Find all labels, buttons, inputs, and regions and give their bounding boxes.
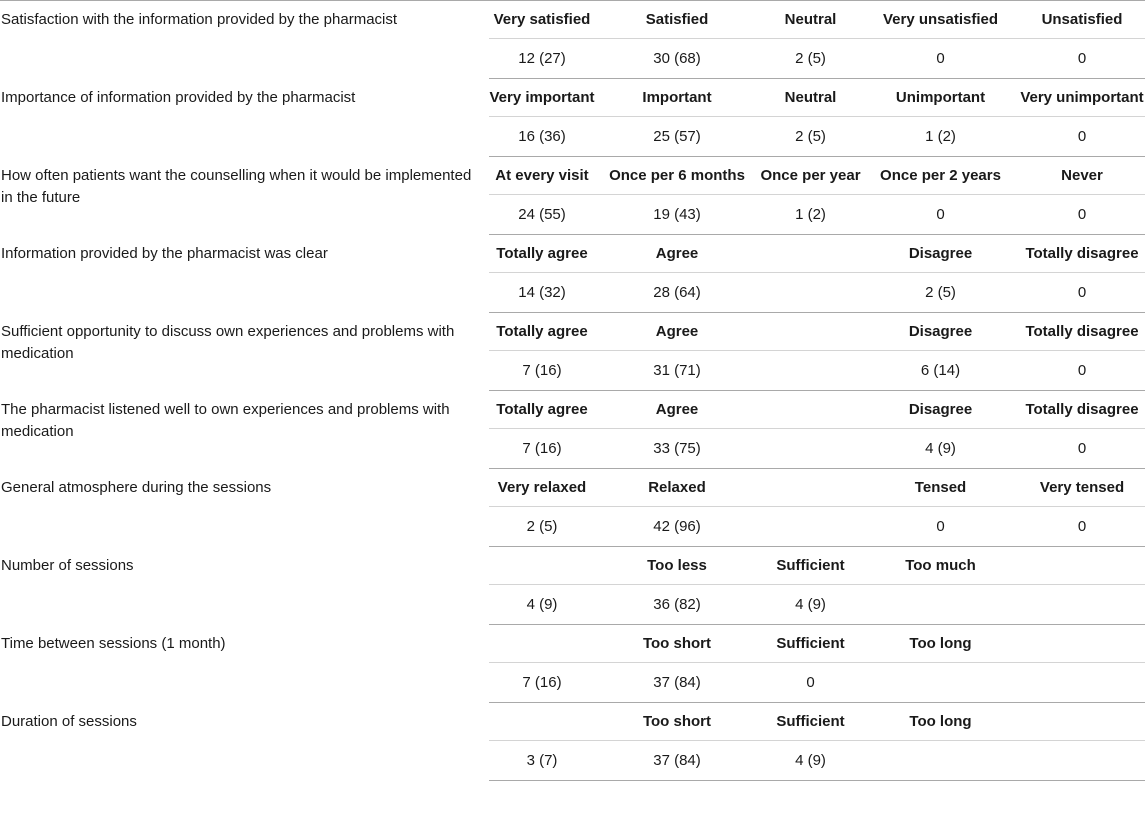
response-count-cell: 28 (64)	[595, 273, 759, 313]
question-options-row	[0, 1, 1145, 39]
response-option-header: Agree	[595, 235, 759, 273]
response-option-header	[489, 547, 595, 585]
response-option-header: Totally disagree	[1019, 391, 1145, 429]
response-count-cell: 3 (7)	[489, 741, 595, 781]
response-count-cell	[862, 585, 1019, 625]
response-count-cell: 24 (55)	[489, 195, 595, 235]
response-count-cell: 37 (84)	[595, 663, 759, 703]
response-option-header: Totally disagree	[1019, 235, 1145, 273]
response-option-header: Very relaxed	[489, 469, 595, 507]
response-count-cell: 14 (32)	[489, 273, 595, 313]
response-count-cell	[862, 741, 1019, 781]
response-option-header: Unimportant	[862, 79, 1019, 117]
response-option-header: Very unimportant	[1019, 79, 1145, 117]
response-option-header: Too short	[595, 703, 759, 741]
response-count-cell: 25 (57)	[595, 117, 759, 157]
response-option-header	[489, 703, 595, 741]
question-label: Number of sessions	[1, 556, 134, 574]
response-option-header: Sufficient	[759, 703, 862, 741]
response-option-header: Agree	[595, 391, 759, 429]
response-option-header: Once per 6 months	[595, 157, 759, 195]
response-count-cell: 0	[1019, 195, 1145, 235]
response-count-cell	[862, 663, 1019, 703]
response-count-cell: 0	[862, 195, 1019, 235]
response-option-header: Disagree	[862, 313, 1019, 351]
response-count-cell: 0	[1019, 273, 1145, 313]
response-option-header: Tensed	[862, 469, 1019, 507]
response-option-header: Agree	[595, 313, 759, 351]
response-option-header: Never	[1019, 157, 1145, 195]
question-label: Duration of sessions	[1, 712, 137, 730]
question-options-row	[0, 313, 1145, 351]
response-count-cell	[759, 429, 862, 469]
response-option-header: Unsatisfied	[1019, 1, 1145, 39]
response-count-cell: 0	[1019, 39, 1145, 79]
response-count-cell: 31 (71)	[595, 351, 759, 391]
response-option-header: At every visit	[489, 157, 595, 195]
response-option-header	[1019, 703, 1145, 741]
question-label: Sufficient opportunity to discuss own experiences and problems with medication	[1, 322, 455, 362]
response-option-header	[1019, 625, 1145, 663]
response-option-header: Neutral	[759, 79, 862, 117]
response-count-cell	[759, 351, 862, 391]
response-option-header: Disagree	[862, 391, 1019, 429]
response-option-header: Very satisfied	[489, 1, 595, 39]
response-count-cell: 7 (16)	[489, 663, 595, 703]
response-count-cell: 2 (5)	[759, 117, 862, 157]
response-option-header: Too less	[595, 547, 759, 585]
response-option-header	[489, 625, 595, 663]
response-count-cell: 0	[862, 507, 1019, 547]
response-count-cell: 2 (5)	[862, 273, 1019, 313]
response-count-cell: 1 (2)	[862, 117, 1019, 157]
response-option-header: Once per year	[759, 157, 862, 195]
response-option-header: Satisfied	[595, 1, 759, 39]
question-options-row	[0, 703, 1145, 741]
question-options-row	[0, 79, 1145, 117]
response-option-header: Too long	[862, 703, 1019, 741]
question-label: Importance of information provided by the pharmacist	[1, 88, 356, 106]
response-option-header	[759, 313, 862, 351]
response-count-cell: 36 (82)	[595, 585, 759, 625]
response-count-cell: 30 (68)	[595, 39, 759, 79]
response-count-cell: 0	[1019, 507, 1145, 547]
question-label: General atmosphere during the sessions	[1, 478, 272, 496]
response-count-cell: 19 (43)	[595, 195, 759, 235]
question-options-row	[0, 391, 1145, 429]
response-option-header: Totally agree	[489, 235, 595, 273]
response-count-cell: 6 (14)	[862, 351, 1019, 391]
response-option-header: Very tensed	[1019, 469, 1145, 507]
response-option-header: Totally disagree	[1019, 313, 1145, 351]
response-option-header	[759, 391, 862, 429]
response-option-header: Too long	[862, 625, 1019, 663]
response-option-header: Disagree	[862, 235, 1019, 273]
response-count-cell: 37 (84)	[595, 741, 759, 781]
response-option-header: Once per 2 years	[862, 157, 1019, 195]
response-count-cell: 7 (16)	[489, 351, 595, 391]
response-count-cell: 4 (9)	[862, 429, 1019, 469]
response-count-cell	[1019, 585, 1145, 625]
response-count-cell: 0	[759, 663, 862, 703]
response-option-header: Too short	[595, 625, 759, 663]
response-count-cell: 16 (36)	[489, 117, 595, 157]
response-count-cell: 33 (75)	[595, 429, 759, 469]
response-count-cell: 42 (96)	[595, 507, 759, 547]
response-count-cell: 0	[862, 39, 1019, 79]
question-label: How often patients want the counselling when it would be implemented in the future	[1, 166, 472, 206]
response-count-cell: 2 (5)	[759, 39, 862, 79]
response-count-cell: 4 (9)	[759, 585, 862, 625]
response-option-header	[759, 235, 862, 273]
response-count-cell	[1019, 741, 1145, 781]
question-options-row	[0, 469, 1145, 507]
question-label: Information provided by the pharmacist was clear	[1, 244, 328, 262]
response-count-cell: 1 (2)	[759, 195, 862, 235]
response-count-cell: 2 (5)	[489, 507, 595, 547]
response-count-cell: 7 (16)	[489, 429, 595, 469]
response-option-header: Totally agree	[489, 391, 595, 429]
response-count-cell: 0	[1019, 117, 1145, 157]
response-count-cell: 0	[1019, 429, 1145, 469]
question-options-row	[0, 235, 1145, 273]
response-option-header: Relaxed	[595, 469, 759, 507]
response-count-cell	[1019, 663, 1145, 703]
response-count-cell: 12 (27)	[489, 39, 595, 79]
response-count-cell: 4 (9)	[489, 585, 595, 625]
question-label: The pharmacist listened well to own experiences and problems with medication	[1, 400, 450, 440]
question-options-row	[0, 547, 1145, 585]
response-option-header: Very important	[489, 79, 595, 117]
response-option-header	[759, 469, 862, 507]
table-body	[0, 1, 1145, 781]
response-count-cell	[759, 273, 862, 313]
response-option-header: Neutral	[759, 1, 862, 39]
response-option-header: Totally agree	[489, 313, 595, 351]
question-label: Time between sessions (1 month)	[1, 634, 226, 652]
response-option-header: Important	[595, 79, 759, 117]
response-option-header: Sufficient	[759, 625, 862, 663]
response-count-cell: 0	[1019, 351, 1145, 391]
response-option-header: Too much	[862, 547, 1019, 585]
response-option-header	[1019, 547, 1145, 585]
question-options-row	[0, 625, 1145, 663]
response-count-cell: 4 (9)	[759, 741, 862, 781]
response-count-cell	[759, 507, 862, 547]
response-option-header: Sufficient	[759, 547, 862, 585]
response-option-header: Very unsatisfied	[862, 1, 1019, 39]
question-label: Satisfaction with the information provided by the pharmacist	[0, 1, 489, 79]
question-options-row	[0, 157, 1145, 195]
